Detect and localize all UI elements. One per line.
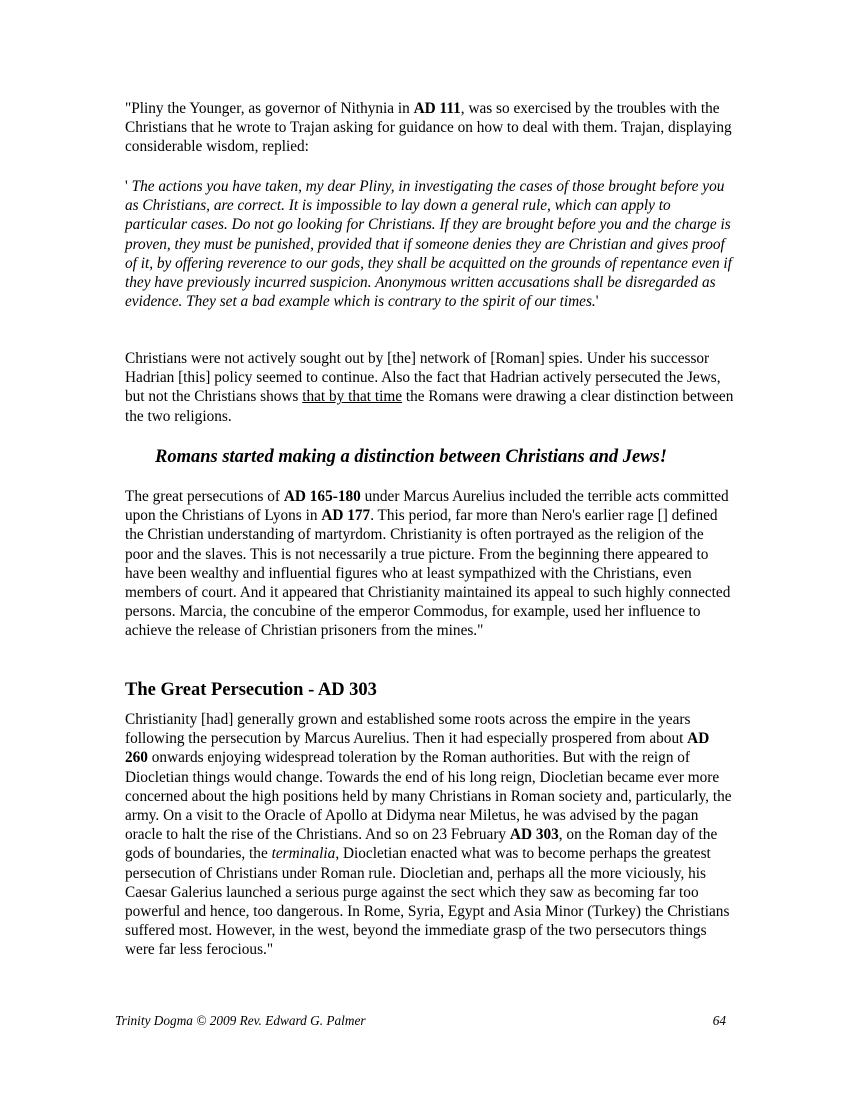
text-run: the Romans were drawing a clear distinction between the two religions. (125, 388, 734, 425)
date-ad-111: AD 111 (413, 100, 461, 117)
text-run: onwards enjoying widespread toleration by the Roman authorities. But with the reign of Diocletian things would change. Towards the end of his long reign, Diocletian became ever more concerned about the high positions held by many Christians in Roman society and, particularly, the army. On a visit to the Oracle of Apollo at Didyma near Miletus, he was advised by the pagan oracle to halt the rise of the Christians. And so on 23 February (125, 749, 732, 844)
quote-trajan (125, 177, 735, 311)
text-run: Christianity [had] generally grown and established some roots across the empire in the years following the persecution by Marcus Aurelius. Then it had especially prospered from about (125, 711, 691, 748)
paragraph-hadrian (125, 349, 735, 426)
text-run: , Diocletian enacted what was to become perhaps the greatest persecution of Christians under Roman rule. Diocletian and, perhaps all the more viciously, his Caesar Galerius launched a serious purge against the sect which they saw as becoming far too powerful and hence, too dangerous. In Rome, Syria, Egypt and Asia Minor (Turkey) the Christians suffered most. However, in the west, beyond the immediate grasp of the two persecutors things were far less ferocious." (125, 845, 730, 959)
page-number: 64 (712, 1013, 726, 1028)
section-subheading: Romans started making a distinction between Christians and Jews! (155, 447, 667, 467)
date-ad-177: AD 177 (321, 507, 371, 525)
paragraph-great-persecution (125, 710, 735, 960)
paragraph-pliny (125, 99, 735, 157)
text-run: The great persecutions of (125, 488, 284, 505)
quote-open-mark: ' (125, 178, 132, 195)
text-run: . This period, far more than Nero's earlier rage [] defined the Christian understanding of martyrdom. Christianity is often portrayed as the religion of the poor and the slaves. This is not necessarily a true picture. From the beginning there appeared to have been wealthy and influential figures who at least sympathized with the Christians, even members of court. And it appeared that Christianity maintained its appeal to such highly connected persons. Marcia, the concubine of the emperor Commodus, for example, used her influence to achieve the release of Christian prisoners from the mines." (125, 507, 731, 640)
quote-close-mark: ' (595, 293, 599, 311)
text-run: "Pliny the Younger, as governor of Nithynia in (125, 100, 414, 117)
date-ad-303: AD 303 (509, 826, 559, 844)
text-run: under Marcus Aurelius included the terrible acts committed upon the Christians of Lyons in (125, 488, 729, 525)
paragraph-marcus-aurelius (125, 487, 735, 641)
text-run: , was so exercised by the troubles with the Christians that he wrote to Trajan asking for guidance on how to deal with them. Trajan, displaying considerable wisdom, replied: (125, 100, 732, 156)
text-run: , on the Roman day of the gods of boundaries, the (125, 826, 718, 863)
section-heading: The Great Persecution - AD 303 (125, 680, 377, 700)
date-ad-165-180: AD 165-180 (283, 488, 361, 505)
text-run: Christians were not actively sought out by [the] network of [Roman] spies. Under his successor Hadrian [this] policy seemed to continue. Also the fact that Hadrian actively persecuted the Jews, but not the Christians shows (125, 350, 721, 406)
underlined-phrase: that by that time (302, 388, 403, 406)
date-ad-260: AD 260 (125, 730, 710, 767)
quote-text: The actions you have taken, my dear Pliny, in investigating the cases of those brought before you as Christians, are correct. It is impossible to lay down a general rule, which can apply to particular cases. Do not go looking for Christians. If they are brought before you and the charge is proven, they must be punished, provided that if someone denies they are Christian and gives proof of it, by offering reverence to our gods, they shall be acquitted on the grounds of repentance even if they have previously incurred suspicion. Anonymous written accusations shall be disregarded as evidence. They set a bad example which is contrary to the spirit of our times. (125, 178, 732, 311)
term-terminalia: terminalia (271, 845, 336, 863)
footer-copyright: Trinity Dogma © 2009 Rev. Edward G. Palmer (115, 1013, 366, 1028)
